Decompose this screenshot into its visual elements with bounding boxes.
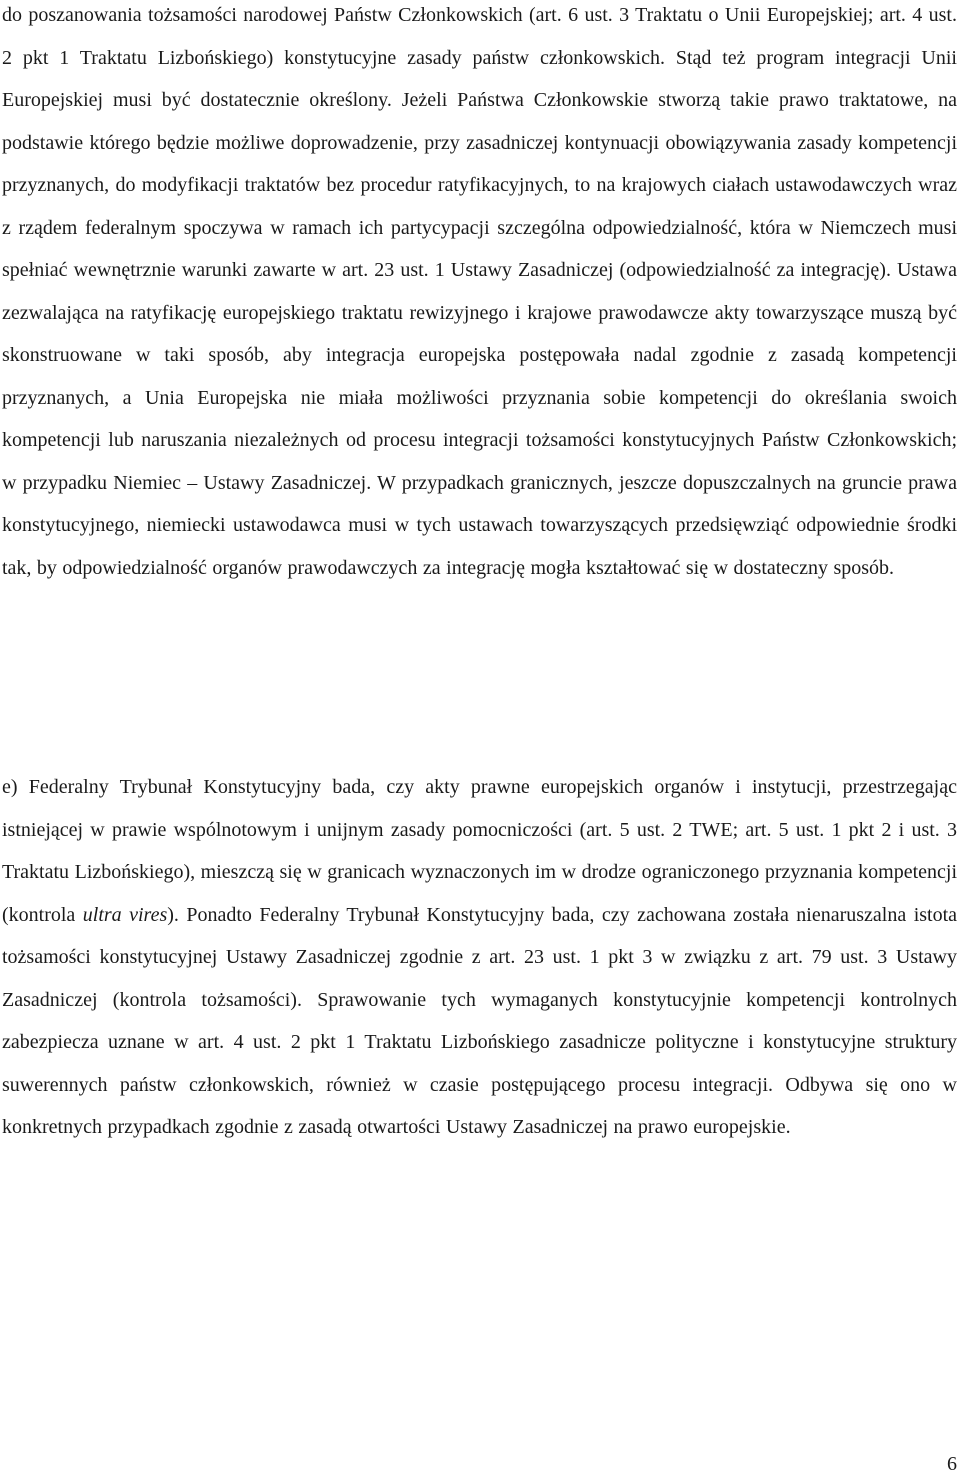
paragraph-1: do poszanowania tożsamości narodowej Państw Członkowskich (art. 6 ust. 3 Traktatu o Unii Europejskiej; art. 4 ust. 2 pkt 1 Traktatu Lizbońskiego) konstytucyjne zasady państw członkowskich. Stąd też program integracji Unii Europejskiej musi być dostatecznie określony. Jeżeli Państwa Członkowskie stworzą takie prawo traktatowe, na podstawie którego będzie możliwe doprowadzenie, przy zasadniczej kontynuacji obowiązywania zasady kompetencji przyznanych, do modyfikacji traktatów bez procedur ratyfikacyjnych, to na krajowych ciałach ustawodawczych wraz z rządem federalnym spoczywa w ramach ich partycypacji szczególna odpowiedzialność, która w Niemczech musi spełniać wewnętrznie warunki zawarte w art. 23 ust. 1 Ustawy Zasadniczej (odpowiedzialność za integrację). Ustawa zezwalająca na ratyfikację europejskiego traktatu rewizyjnego i krajowe prawodawcze akty towarzyszące muszą być skonstruowane w taki sposób, aby integracja europejska postępowała nadal zgodnie z zasadą kompetencji przyznanych, a Unia Europejska nie miała możliwości przyznania sobie kompetencji do określania swoich kompetencji lub naruszania niezależnych od procesu integracji tożsamości konstytucyjnych Państw Członkowskich; w przypadku Niemiec – Ustawy Zasadniczej. W przypadkach granicznych, jeszcze dopuszczalnych na gruncie prawa konstytucyjnego, niemiecki ustawodawca musi w tych ustawach towarzyszących przedsięwziąć odpowiednie środki tak, by odpowiedzialność organów prawodawczych za integrację mogła kształtować się w dostateczny sposób. xyxy=(2,4,957,579)
paragraph-2-text-end: ). Ponadto Federalny Trybunał Konstytucyjny bada, czy zachowana została nienaruszalna istota tożsamości konstytucyjnej Ustawy Zasadniczej zgodnie z art. 23 ust. 1 pkt 3 w związku z art. 79 ust. 3 Ustawy Zasadniczej (kontrola tożsamości). Sprawowanie tych wymaganych konstytucyjnie kompetencji kontrolnych zabezpiecza uznane w art. 4 ust. 2 pkt 1 Traktatu Lizbońskiego zasadnicze polityczne i konstytucyjne struktury suwerennych państw członkowskich, również w czasie postępującego procesu integracji. Odbywa się ono w konkretnych przypadkach zgodnie z zasadą otwartości Ustawy Zasadniczej na prawo europejskie. xyxy=(2,903,958,1138)
page-number: 6 xyxy=(947,1453,957,1475)
paragraph-2 xyxy=(2,766,957,1149)
paragraph-2-text-start: e) Federalny Trybunał Konstytucyjny bada, czy akty prawne europejskich organów i instytucji, przestrzegając istniejącej w prawie wspólnotowym i unijnym zasady pomocniczości (art. 5 ust. 2 TWE; art. 5 ust. 1 pkt 2 i ust. 3 Traktatu Lizbońskiego), mieszczą się w granicach wyznaczonych im w drodze ograniczonego przyznania kompetencji (kontrola xyxy=(2,776,957,926)
italic-term: ultra vires xyxy=(82,903,168,926)
